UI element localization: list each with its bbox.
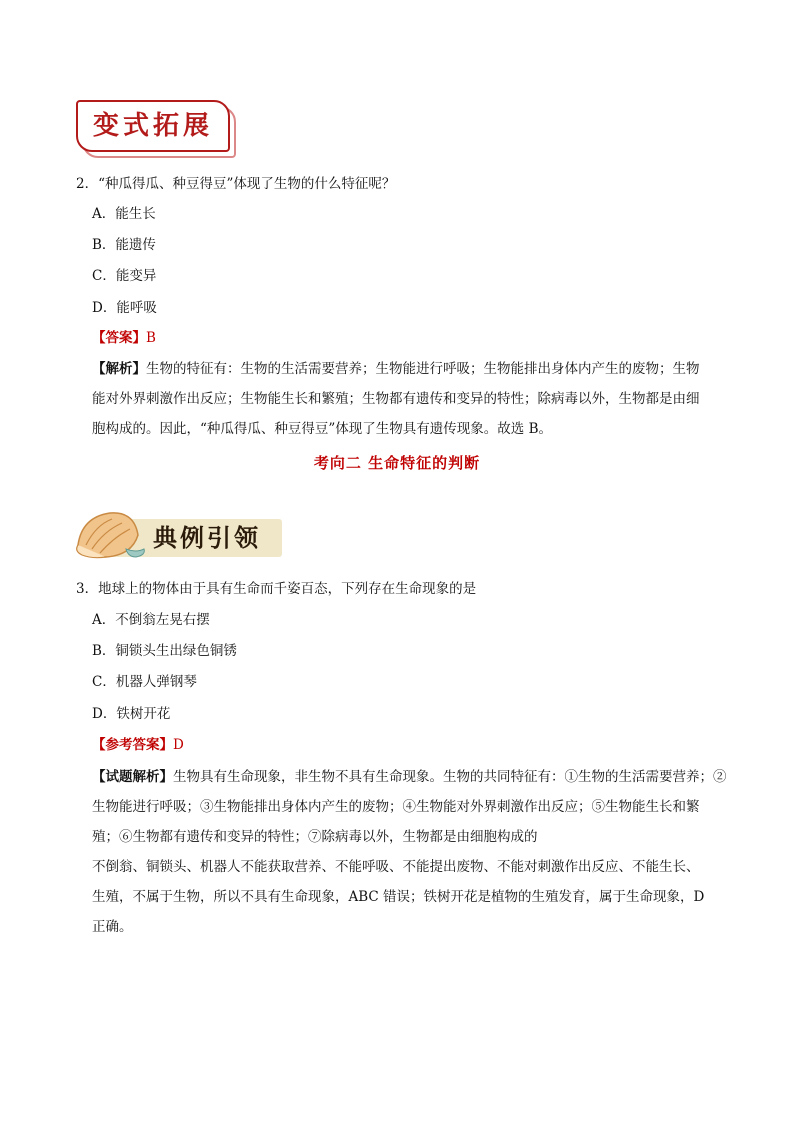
analysis-line: 能对外界刺激作出反应；生物能生长和繁殖；生物都有遗传和变异的特性；除病毒以外，生物都是由细 [92,391,700,407]
question-2-option-b: B．能遗传 [92,237,156,253]
banner-title: 典例引领 [153,523,261,552]
question-2-option-d: D．能呼吸 [92,300,157,316]
question-2-stem: 2．“种瓜得瓜、种豆得豆”体现了生物的什么特征呢？ [76,176,396,192]
analysis-line: 胞构成的。因此，“种瓜得瓜、种豆得豆”体现了生物具有遗传现象。故选 B。 [92,421,553,437]
question-2-analysis [92,354,732,444]
analysis-line: 不倒翁、铜锁头、机器人不能获取营养、不能呼吸、不能提出废物、不能对刺激作出反应、不能生长、 [92,859,700,875]
analysis-label: 【试题解析】 [92,769,173,785]
question-3-analysis [92,762,732,942]
question-2-option-a: A．能生长 [92,206,156,222]
answer-value: D [173,737,184,753]
banner-typical-example [72,505,284,561]
analysis-label: 【解析】 [92,361,146,377]
analysis-line: 生物能进行呼吸；③生物能排出身体内产生的废物；④生物能对外界刺激作出反应；⑤生物能生长和繁 [92,799,700,815]
analysis-line: 【试题解析】生物具有生命现象，非生物不具有生命现象。生物的共同特征有：①生物的生活需要营养；② [92,769,727,785]
question-2-option-c: C．能变异 [92,268,157,284]
banner-variant-extension [76,100,228,150]
answer-label: 【答案】 [92,330,146,346]
analysis-line: 正确。 [92,919,133,935]
analysis-line: 【解析】生物的特征有：生物的生活需要营养；生物能进行呼吸；生物能排出身体内产生的废物；生物 [92,361,700,377]
question-3-option-d: D．铁树开花 [92,706,171,722]
section-title: 考向二 生命特征的判断 [313,454,481,472]
question-3-stem: 3．地球上的物体由于具有生命而千姿百态，下列存在生命现象的是 [76,581,477,597]
analysis-line: 殖；⑥生物都有遗传和变异的特性；⑦除病毒以外，生物都是由细胞构成的 [92,829,538,845]
question-3-answer [92,735,184,755]
answer-label: 【参考答案】 [92,737,173,753]
question-2-answer [92,328,156,348]
question-3-option-b: B．铜锁头生出绿色铜锈 [92,643,237,659]
analysis-line: 生殖，不属于生物，所以不具有生命现象，ABC 错误；铁树开花是植物的生殖发育，属于生命现象，D [92,889,705,905]
question-3-option-c: C．机器人弹钢琴 [92,674,197,690]
banner-title: 变式拓展 [92,111,213,141]
question-3-option-a: A．不倒翁左晃右摆 [92,612,210,628]
answer-value: B [146,330,156,346]
